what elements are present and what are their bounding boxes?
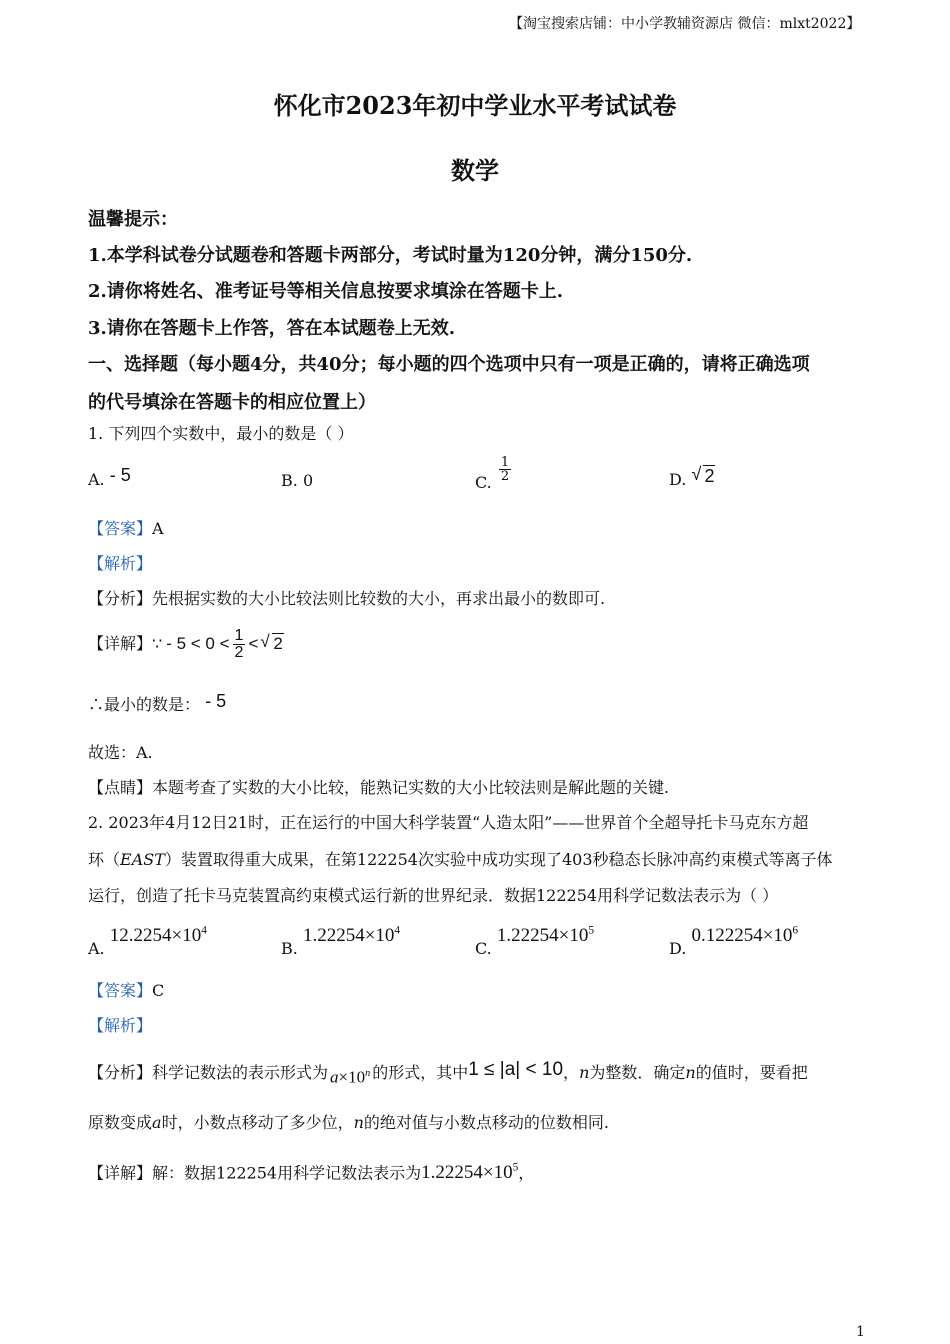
q2-fenxi bbox=[88, 1058, 808, 1088]
header-note: 【淘宝搜索店铺：中小学教辅资源店 微信：mlxt2022】 bbox=[509, 16, 861, 32]
option-label: C. bbox=[475, 939, 492, 959]
mantissa: 1.22254 bbox=[496, 925, 559, 947]
mantissa: 0.122254 bbox=[691, 925, 763, 947]
tip-item: 2.请你将姓名、准考证号等相关信息按要求填涂在答题卡上. bbox=[88, 281, 564, 302]
tips-heading: 温馨提示： bbox=[88, 209, 178, 230]
exponent: 4 bbox=[201, 925, 207, 937]
var-a: a bbox=[330, 1067, 339, 1087]
option-label: A. bbox=[88, 939, 105, 959]
fenxi-text: 为整数．确定 bbox=[589, 1063, 686, 1082]
q2-fenxi-line2 bbox=[88, 1112, 609, 1134]
option-value: 0 bbox=[302, 471, 314, 490]
fraction bbox=[499, 456, 511, 483]
detail-text: ， bbox=[518, 1163, 535, 1183]
fenxi-text: 的绝对值与小数点移动的位数相同. bbox=[363, 1113, 609, 1132]
stem-text: 环（ bbox=[88, 850, 121, 869]
q2-analysis-tag: 【解析】 bbox=[88, 1016, 153, 1035]
option-value: - 5 bbox=[109, 465, 131, 485]
fenxi-text: 的形式，其中 bbox=[372, 1063, 469, 1082]
radicand: 2 bbox=[704, 466, 715, 486]
question-2-stem-line2 bbox=[88, 849, 833, 871]
because-symbol: ∵ bbox=[152, 634, 163, 653]
mantissa: 1.22254 bbox=[302, 925, 365, 947]
stem-text: ）装置取得重大成果，在第122254次实验中成功实现了403秒稳态长脉冲高约束模式等离子体 bbox=[164, 850, 833, 869]
option-label: D. bbox=[669, 939, 687, 959]
section-heading: 一、选择题（每小题4分，共40分；每小题的四个选项中只有一项是正确的，请将正确选项 bbox=[88, 354, 810, 375]
ineq-right: < 10 bbox=[520, 1059, 564, 1080]
sci-notation: $1.22254\times 10^5$ bbox=[496, 925, 595, 947]
q1-detail bbox=[88, 622, 284, 666]
mantissa: 1.22254 bbox=[421, 1162, 483, 1184]
q2-option-b bbox=[281, 920, 401, 959]
sci-notation bbox=[421, 1162, 518, 1183]
numerator: 1 bbox=[500, 455, 510, 470]
inequality-part: - 5 < 0 < bbox=[166, 634, 230, 653]
exponent: 4 bbox=[394, 925, 401, 937]
fenxi-tag: 【分析】 bbox=[88, 589, 153, 608]
q1-fenxi bbox=[88, 588, 605, 610]
question-2-stem: 2. 2023年4月12日21时，正在运行的中国大科学装置“人造太阳”——世界首个全超导托卡马克东方超 bbox=[88, 813, 809, 832]
exponent: 6 bbox=[792, 925, 799, 937]
sci-form bbox=[330, 1063, 370, 1089]
option-label: C. bbox=[475, 473, 492, 492]
denominator: 2 bbox=[500, 469, 510, 484]
subject-title: 数学 bbox=[451, 156, 499, 185]
times-ten: ×10 bbox=[338, 1067, 366, 1087]
fenxi-text: 科学记数法的表示形式为 bbox=[152, 1063, 329, 1082]
sci-notation: $12.2254\times 10^4$ bbox=[109, 925, 207, 947]
q1-therefore bbox=[88, 693, 226, 716]
fenxi-text: 先根据实数的大小比较法则比较数的大小，再求出最小的数即可. bbox=[152, 589, 606, 608]
therefore-text: ∴最小的数是： bbox=[88, 695, 201, 714]
q1-dianjing bbox=[88, 777, 669, 799]
ineq-left: 1 ≤ bbox=[468, 1059, 500, 1080]
exponent: 5 bbox=[512, 1162, 519, 1174]
answer-tag: 【答案】 bbox=[88, 519, 153, 538]
var-n: n bbox=[685, 1063, 696, 1082]
less-than: < bbox=[248, 634, 259, 653]
numerator: 1 bbox=[234, 626, 244, 644]
times-ten: ×10 bbox=[482, 1162, 513, 1184]
var-n: n bbox=[579, 1063, 590, 1082]
answer-value: C bbox=[152, 981, 165, 1000]
fenxi-text: 原数变成 bbox=[88, 1113, 153, 1132]
option-label: A. bbox=[88, 470, 105, 489]
abs-a: |a| bbox=[499, 1059, 521, 1080]
answer-value: A bbox=[152, 519, 164, 538]
q2-option-d bbox=[669, 920, 799, 959]
q1-option-a bbox=[88, 465, 131, 491]
tip-item: 3.请你在答题卡上作答，答在本试题卷上无效. bbox=[88, 318, 456, 339]
question-1-stem: 1. 下列四个实数中，最小的数是（ ） bbox=[88, 424, 354, 443]
detail-text: 解：数据122254用科学记数法表示为 bbox=[152, 1163, 422, 1183]
q1-choose: 故选：A. bbox=[88, 743, 153, 762]
sci-notation: $1.22254\times 10^4$ bbox=[302, 925, 401, 947]
fraction bbox=[233, 628, 246, 661]
page-title: 怀化市2023年初中学业水平考试试卷 bbox=[273, 91, 677, 120]
east-term: EAST bbox=[120, 850, 165, 869]
dianjing-text: 本题考查了实数的大小比较，能熟记实数的大小比较法则是解此题的关键. bbox=[152, 778, 670, 797]
q2-option-c bbox=[475, 920, 595, 959]
answer-tag: 【答案】 bbox=[88, 981, 153, 1000]
tip-item: 1.本学科试卷分试题卷和答题卡两部分，考试时量为120分钟，满分150分. bbox=[88, 245, 693, 266]
var-n: n bbox=[353, 1113, 364, 1132]
fenxi-text: 时，小数点移动了多少位， bbox=[161, 1113, 354, 1132]
page-number: 1 bbox=[856, 1324, 865, 1340]
radical-sign: √ bbox=[691, 464, 702, 484]
fenxi-text: ， bbox=[563, 1063, 580, 1082]
q1-answer bbox=[88, 518, 164, 540]
option-label: B. bbox=[281, 471, 298, 490]
q2-answer bbox=[88, 980, 164, 1002]
detail-tag: 【详解】 bbox=[88, 1163, 153, 1183]
q1-option-b bbox=[281, 470, 313, 492]
denominator: 2 bbox=[234, 643, 244, 661]
option-label: D. bbox=[669, 470, 687, 489]
q1-option-d bbox=[669, 464, 715, 491]
section-heading-cont: 的代号填涂在答题卡的相应位置上） bbox=[88, 392, 376, 413]
fenxi-tag: 【分析】 bbox=[88, 1063, 153, 1082]
q1-analysis-tag: 【解析】 bbox=[88, 554, 153, 573]
q2-option-a bbox=[88, 920, 207, 959]
var-n: n bbox=[365, 1068, 371, 1080]
therefore-value: - 5 bbox=[205, 691, 227, 711]
sci-notation: $0.122254\times 10^6$ bbox=[691, 925, 799, 947]
radicand: 2 bbox=[273, 634, 283, 653]
radical-sign: √ bbox=[260, 632, 270, 651]
inequality bbox=[468, 1059, 563, 1081]
dianjing-tag: 【点睛】 bbox=[88, 778, 153, 797]
exponent: 5 bbox=[588, 925, 595, 937]
var-a: a bbox=[152, 1113, 162, 1132]
fenxi-text: 的值时，要看把 bbox=[695, 1063, 808, 1082]
sqrt-expression bbox=[260, 633, 283, 655]
q2-detail bbox=[88, 1157, 534, 1184]
question-2-stem-line3: 运行，创造了托卡马克装置高约束模式运行新的世界纪录．数据122254用科学记数法表示为（ ） bbox=[88, 886, 779, 905]
detail-tag: 【详解】 bbox=[88, 634, 153, 653]
q1-option-c bbox=[475, 455, 511, 492]
mantissa: 12.2254 bbox=[109, 925, 172, 947]
sqrt-expression bbox=[691, 465, 715, 487]
option-label: B. bbox=[281, 939, 298, 959]
